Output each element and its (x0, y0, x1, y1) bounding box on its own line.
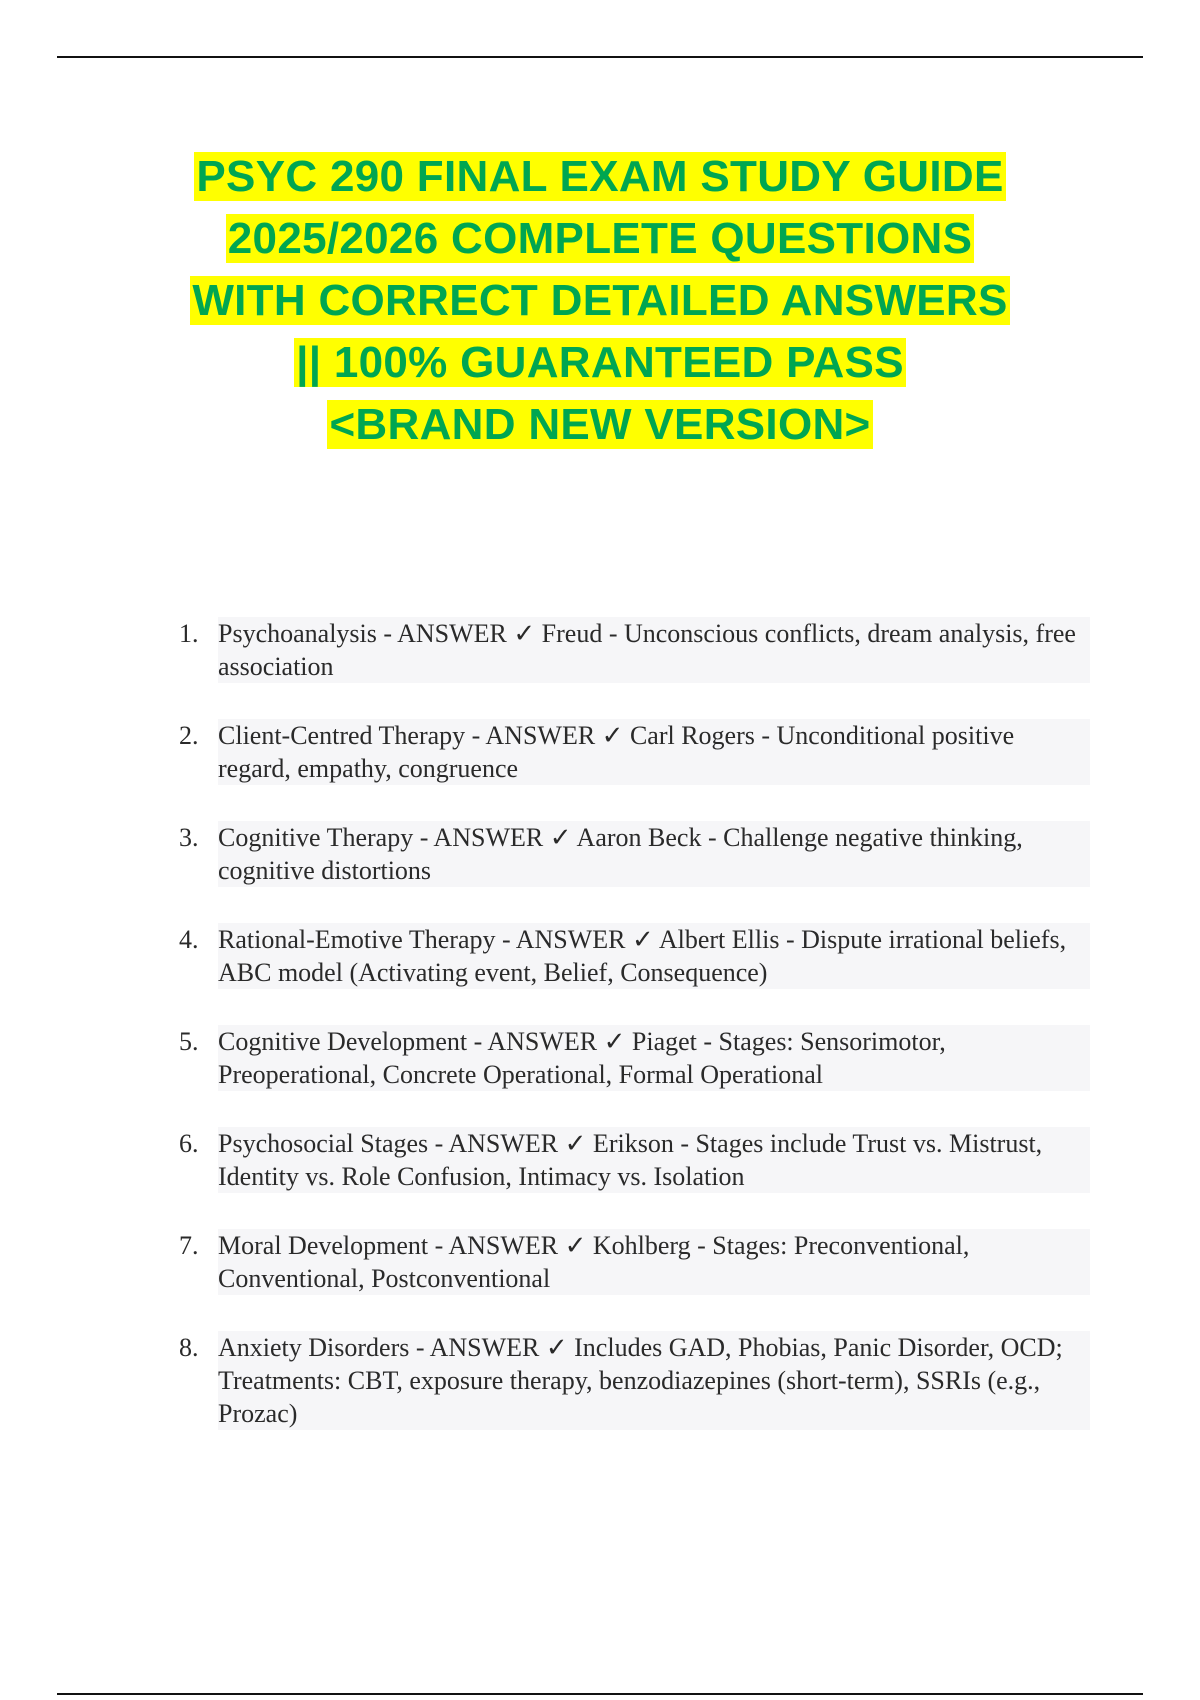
item-text: Psychoanalysis - ANSWER ✓ Freud - Unconscious conflicts, dream analysis, free association (218, 617, 1090, 683)
list-item (170, 617, 1090, 683)
title-line-text: WITH CORRECT DETAILED ANSWERS (192, 276, 1008, 325)
item-text: Rational-Emotive Therapy - ANSWER ✓ Albert Ellis - Dispute irrational beliefs, ABC model (Activating event, Belief, Consequence) (218, 923, 1090, 989)
item-number: 8. (179, 1333, 199, 1362)
item-text: Client-Centred Therapy - ANSWER ✓ Carl Rogers - Unconditional positive regard, empathy, congruence (218, 719, 1090, 785)
item-text: Anxiety Disorders - ANSWER ✓ Includes GAD, Phobias, Panic Disorder, OCD; Treatments: CBT, exposure therapy, benzodiazepines (short-term), SSRIs (e.g., Prozac) (218, 1331, 1090, 1430)
item-text: Psychosocial Stages - ANSWER ✓ Erikson - Stages include Trust vs. Mistrust, Identity vs. Role Confusion, Intimacy vs. Isolation (218, 1127, 1090, 1193)
item-number: 5. (179, 1027, 199, 1056)
list-item (170, 1229, 1090, 1295)
item-number: 2. (179, 721, 199, 750)
list-item (170, 719, 1090, 785)
item-number: 7. (179, 1231, 199, 1260)
title-line-text: 2025/2026 COMPLETE QUESTIONS (227, 214, 973, 263)
item-text: Moral Development - ANSWER ✓ Kohlberg - Stages: Preconventional, Conventional, Postconventional (218, 1229, 1090, 1295)
item-number: 4. (179, 925, 199, 954)
title-line (100, 394, 1100, 456)
title-line-text: <BRAND NEW VERSION> (329, 400, 871, 449)
item-number: 6. (179, 1129, 199, 1158)
title-line (100, 332, 1100, 394)
list-item (170, 923, 1090, 989)
list-item (170, 1331, 1090, 1430)
item-text: Cognitive Development - ANSWER ✓ Piaget - Stages: Sensorimotor, Preoperational, Concrete Operational, Formal Operational (218, 1025, 1090, 1091)
title-line (100, 208, 1100, 270)
bottom-rule (57, 1693, 1143, 1695)
item-number: 3. (179, 823, 199, 852)
title-line (100, 146, 1100, 208)
list-item (170, 1127, 1090, 1193)
qa-list (170, 617, 1090, 1466)
title-line-text: || 100% GUARANTEED PASS (296, 338, 904, 387)
list-item (170, 1025, 1090, 1091)
document-title (100, 146, 1100, 456)
list-item (170, 821, 1090, 887)
title-line-text: PSYC 290 FINAL EXAM STUDY GUIDE (196, 152, 1004, 201)
top-rule (57, 56, 1143, 58)
title-line (100, 270, 1100, 332)
item-text: Cognitive Therapy - ANSWER ✓ Aaron Beck - Challenge negative thinking, cognitive distortions (218, 821, 1090, 887)
item-number: 1. (179, 619, 199, 648)
